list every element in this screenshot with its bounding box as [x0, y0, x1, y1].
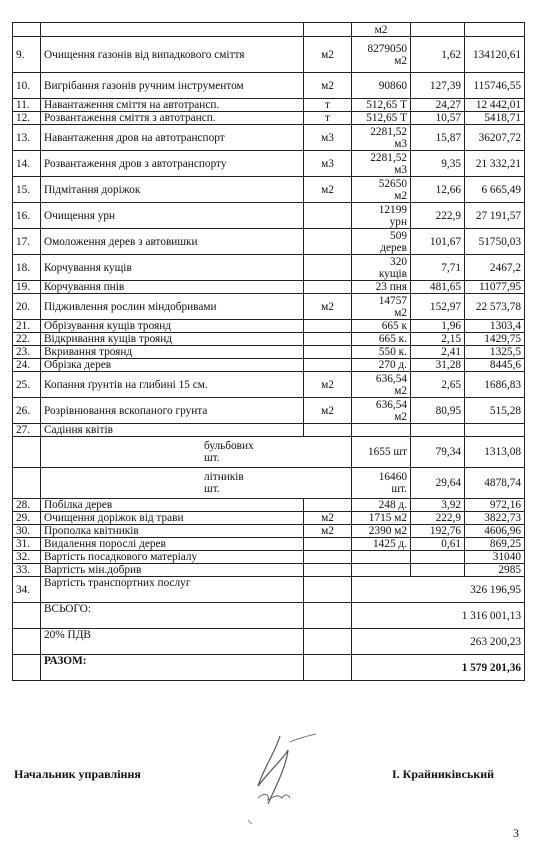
- unit-cell: [304, 499, 352, 512]
- price-cell: 12,66: [411, 177, 465, 203]
- sum-value: 1325,5: [489, 346, 521, 358]
- table-row: [13, 112, 525, 125]
- total-value: 326 196,95: [352, 577, 525, 603]
- table-row: [13, 99, 525, 112]
- row-number: [13, 629, 41, 655]
- unit-cell: м3: [304, 125, 352, 151]
- row-number-empty: [13, 468, 41, 499]
- price-cell: 152,97: [411, 294, 465, 320]
- table-row: [13, 398, 525, 424]
- sum-cell: [465, 99, 525, 112]
- sum-value: 11077,95: [479, 281, 521, 293]
- sum-value: 2985: [498, 564, 521, 576]
- sum-value: 5418,71: [484, 112, 521, 124]
- work-name: Розрівнювання вскопаного грунта: [41, 398, 304, 424]
- sum-cell: [465, 203, 525, 229]
- sum-value: 1303,4: [489, 320, 521, 332]
- sum-cell: 1313,08: [465, 437, 525, 468]
- work-name: Розвантаження сміття з автотрансп.: [41, 112, 304, 125]
- row-number: 31.: [13, 538, 41, 551]
- sum-cell: [465, 551, 525, 564]
- price-cell: 80,95: [411, 398, 465, 424]
- sum-value: 2467,2: [489, 261, 521, 274]
- price-cell: [411, 424, 465, 437]
- work-name: Омоложення дерев з автовишки: [41, 229, 304, 255]
- work-name: Садіння квітів: [41, 424, 304, 437]
- unit-cell: [304, 320, 352, 333]
- sum-value: 21 332,21: [475, 157, 521, 170]
- sum-cell: [465, 112, 525, 125]
- quantity-unit: урн: [389, 215, 407, 228]
- sum-value: 972,16: [489, 499, 521, 511]
- flower-type-unit: шт.: [204, 483, 220, 495]
- quantity-cell: [352, 346, 411, 359]
- row-number: 9.: [13, 37, 41, 73]
- work-name: Очищення урн: [41, 203, 304, 229]
- row-number-empty: [13, 437, 41, 468]
- price-cell: 10,57: [411, 112, 465, 125]
- row-number: 12.: [13, 112, 41, 125]
- quantity-cell: [352, 551, 411, 564]
- row-number: 23.: [13, 346, 41, 359]
- sum-cell: [465, 398, 525, 424]
- quantity-cell: [352, 398, 411, 424]
- quantity-unit: м3: [394, 163, 407, 176]
- quantity-cell: [352, 37, 411, 73]
- total-value: 1 579 201,36: [352, 655, 525, 681]
- quantity-unit: м2: [394, 54, 407, 67]
- works-table-body: [13, 23, 525, 681]
- work-name: Корчування пнів: [41, 281, 304, 294]
- sum-value-cont: 746,55: [489, 79, 521, 92]
- quantity-value: 52650: [378, 177, 407, 190]
- work-name: Розвантаження дров з автотранспорту: [41, 151, 304, 177]
- page-number: 3: [513, 826, 519, 840]
- unit-cell: м2: [304, 177, 352, 203]
- row-number: 33.: [13, 564, 41, 577]
- sum-value: 3822,73: [484, 512, 521, 524]
- quantity-cell: [352, 424, 411, 437]
- work-name: Відкривання кущів троянд: [41, 333, 304, 346]
- quantity-cell: [352, 372, 411, 398]
- price-cell: [411, 564, 465, 577]
- quantity-value: 1655 шт: [367, 446, 407, 458]
- row-number: 25.: [13, 372, 41, 398]
- quantity-cell: [352, 294, 411, 320]
- table-row: [13, 512, 525, 525]
- quantity-cell: [352, 468, 411, 499]
- row-number: 24.: [13, 359, 41, 372]
- row-number: 20.: [13, 294, 41, 320]
- row-number: 10.: [13, 73, 41, 99]
- table-row: [13, 203, 525, 229]
- sum-value: 22 573,78: [475, 300, 521, 313]
- sum-cell: [465, 294, 525, 320]
- row-number: 15.: [13, 177, 41, 203]
- work-name: Очищення газонів від випадкового сміття: [41, 37, 304, 73]
- quantity-value: 550 к.: [378, 346, 407, 358]
- work-name: Копання ґрунтів на глибині 15 см.: [41, 372, 304, 398]
- quantity-value: 16460: [378, 471, 407, 483]
- price-cell: 127,39: [411, 73, 465, 99]
- quantity-value: 665 к: [381, 320, 407, 332]
- sum-value: 8445,6: [489, 359, 521, 371]
- unit-cell: [304, 564, 352, 577]
- quantity-value: 320: [390, 255, 407, 268]
- table-row: [13, 125, 525, 151]
- total-label: ВСЬОГО:: [41, 603, 304, 629]
- quantity-cell: [352, 112, 411, 125]
- sum-value: 36207,72: [478, 131, 521, 144]
- position-title: Начальник управління: [14, 767, 141, 781]
- work-name: Підживлення рослин міндобривами: [41, 294, 304, 320]
- table-row: [13, 424, 525, 437]
- price-cell: 9,35: [411, 151, 465, 177]
- quantity-value: 270 д.: [378, 359, 407, 371]
- row-number: 18.: [13, 255, 41, 281]
- row-number: 13.: [13, 125, 41, 151]
- sum-cell: [465, 151, 525, 177]
- quantity-value: 2390 м2: [368, 525, 407, 537]
- quantity-value: 90860: [378, 79, 407, 92]
- work-name: Прополка квітників: [41, 525, 304, 538]
- table-row: [13, 333, 525, 346]
- quantity-value: 2281,52: [370, 125, 407, 138]
- unit-cell: [304, 538, 352, 551]
- unit-cell: м2: [304, 372, 352, 398]
- quantity-value: 1425 д.: [373, 538, 407, 550]
- quantity-cell: [352, 151, 411, 177]
- sum-value: 1686,83: [484, 378, 521, 391]
- price-cell: 1,62: [411, 37, 465, 73]
- total-value: 263 200,23: [352, 629, 525, 655]
- sum-value: 4606,96: [484, 525, 521, 537]
- works-table: [12, 22, 525, 681]
- sum-value: 134: [472, 48, 490, 61]
- table-row: [13, 320, 525, 333]
- sum-value: 6 665,49: [481, 183, 521, 196]
- row-number: 28.: [13, 499, 41, 512]
- unit-cell: т: [304, 112, 352, 125]
- sum-cell: [465, 564, 525, 577]
- work-name: Видалення порослі дерев: [41, 538, 304, 551]
- price-cell: 15,87: [411, 125, 465, 151]
- sum-cell: [465, 525, 525, 538]
- unit-cell-empty: [304, 629, 352, 655]
- price-cell: 7,71: [411, 255, 465, 281]
- sum-cell: [465, 229, 525, 255]
- price-cell: 1,96: [411, 320, 465, 333]
- table-row: [13, 525, 525, 538]
- unit-cell-empty: [304, 577, 352, 603]
- quantity-unit: м2: [394, 189, 407, 202]
- quantity-value: 8279050: [367, 42, 407, 55]
- table-row: [13, 538, 525, 551]
- unit-cell: м2: [304, 73, 352, 99]
- quantity-value: 636,54: [375, 372, 407, 385]
- sum-cell: [465, 538, 525, 551]
- work-name: Очищення доріжок від трави: [41, 512, 304, 525]
- quantity-value: 23 пня: [375, 281, 407, 293]
- table-row: [13, 73, 525, 99]
- sum-cell: 4878,74: [465, 468, 525, 499]
- quantity-value: 512,65 Т: [366, 99, 407, 111]
- flower-type-label: бульбових: [204, 440, 254, 452]
- sum-value: 869,25: [489, 538, 521, 550]
- work-name: Навантаження дров на автотранспорт: [41, 125, 304, 151]
- total-value: 1 316 001,13: [352, 603, 525, 629]
- quantity-cell: [352, 359, 411, 372]
- price-cell: 79,34: [411, 437, 465, 468]
- quantity-cell: [352, 538, 411, 551]
- unit-cell: [304, 333, 352, 346]
- table-row: [13, 37, 525, 73]
- table-row: [13, 346, 525, 359]
- unit-cell: [304, 551, 352, 564]
- sum-cell: [465, 281, 525, 294]
- sum-value-cont: 120,61: [489, 48, 521, 61]
- table-row: [13, 229, 525, 255]
- table-row: [13, 564, 525, 577]
- quantity-value: 248 д.: [378, 499, 407, 511]
- work-name: Вигрібання газонів ручним інструментом: [41, 73, 304, 99]
- quantity-cell: [352, 229, 411, 255]
- work-name: Підмітання доріжок: [41, 177, 304, 203]
- unit-cell: м3: [304, 151, 352, 177]
- sum-cell: [465, 320, 525, 333]
- quantity-cell: [352, 177, 411, 203]
- table-row: [13, 359, 525, 372]
- flower-type: [41, 468, 352, 499]
- quantity-cell: [352, 281, 411, 294]
- quantity-unit: м2: [394, 384, 407, 397]
- handwritten-signature: [228, 728, 348, 828]
- table-row: [13, 177, 525, 203]
- sum-value: 1429,75: [484, 333, 521, 345]
- unit-cell: м2: [304, 512, 352, 525]
- price-cell: 101,67: [411, 229, 465, 255]
- price-cell: 24,27: [411, 99, 465, 112]
- total-row: [13, 655, 525, 681]
- quantity-cell: [352, 73, 411, 99]
- unit-cell: м2: [304, 525, 352, 538]
- top-unit-cell: м2: [352, 23, 411, 37]
- row-number: [13, 655, 41, 681]
- sum-value: 27 191,57: [475, 209, 521, 222]
- table-row: [13, 551, 525, 564]
- unit-cell-empty: [304, 603, 352, 629]
- row-number: 30.: [13, 525, 41, 538]
- quantity-cell: [352, 437, 411, 468]
- total-row: [13, 629, 525, 655]
- quantity-value: 509: [390, 229, 407, 242]
- total-row: [13, 577, 525, 603]
- row-number: 26.: [13, 398, 41, 424]
- quantity-cell: [352, 333, 411, 346]
- sum-value: 115: [473, 79, 490, 92]
- sum-value: 515,28: [489, 404, 521, 417]
- sum-cell: [465, 125, 525, 151]
- sum-cell: [465, 424, 525, 437]
- total-label: РАЗОМ:: [41, 655, 304, 681]
- price-cell: 481,65: [411, 281, 465, 294]
- unit-cell: м2: [304, 37, 352, 73]
- quantity-cell: [352, 125, 411, 151]
- table-row: [13, 255, 525, 281]
- signatory-name: І. Крайниківський: [392, 767, 495, 781]
- price-cell: 29,64: [411, 468, 465, 499]
- sum-cell: [465, 359, 525, 372]
- work-name: Корчування кущів: [41, 255, 304, 281]
- quantity-unit: м2: [394, 410, 407, 423]
- price-cell: 2,65: [411, 372, 465, 398]
- flower-type: [41, 437, 352, 468]
- price-cell: 2,41: [411, 346, 465, 359]
- work-name: Обрізування кущів троянд: [41, 320, 304, 333]
- flower-type-label: літників: [204, 471, 244, 483]
- table-row: [13, 294, 525, 320]
- row-number: 16.: [13, 203, 41, 229]
- quantity-cell: [352, 255, 411, 281]
- price-cell: 222,9: [411, 512, 465, 525]
- row-number: 29.: [13, 512, 41, 525]
- table-row-sub: [13, 468, 525, 499]
- quantity-cell: [352, 320, 411, 333]
- sum-cell: [465, 512, 525, 525]
- quantity-value: 665 к.: [378, 333, 407, 345]
- total-label: Вартість транспортних послуг: [41, 577, 304, 603]
- sum-cell: [465, 333, 525, 346]
- quantity-cell: [352, 203, 411, 229]
- quantity-value: 12199: [378, 203, 407, 216]
- table-row: [13, 281, 525, 294]
- quantity-unit: м2: [394, 306, 407, 319]
- work-name: Вартість посадкового матеріалу: [41, 551, 304, 564]
- unit-cell: [304, 281, 352, 294]
- table-row: [13, 23, 525, 37]
- row-number: [13, 603, 41, 629]
- table-row: [13, 499, 525, 512]
- sum-value: 31040: [492, 551, 521, 563]
- unit-cell: [304, 359, 352, 372]
- quantity-value: 636,54: [375, 398, 407, 411]
- sum-cell: [465, 73, 525, 99]
- row-number: 27.: [13, 424, 41, 437]
- work-name: Обрізка дерев: [41, 359, 304, 372]
- unit-cell: [304, 229, 352, 255]
- unit-cell: [304, 346, 352, 359]
- sum-value: 12 442,01: [475, 99, 521, 111]
- unit-cell: [304, 255, 352, 281]
- quantity-unit: дерев: [380, 241, 407, 254]
- row-number: 22.: [13, 333, 41, 346]
- sum-cell: [465, 37, 525, 73]
- row-number: 21.: [13, 320, 41, 333]
- unit-cell: м2: [304, 294, 352, 320]
- quantity-value: 512,65 Т: [366, 112, 407, 124]
- row-number: 32.: [13, 551, 41, 564]
- quantity-unit: шт.: [391, 483, 407, 495]
- unit-cell-empty: [304, 655, 352, 681]
- price-cell: 3,92: [411, 499, 465, 512]
- row-number: 17.: [13, 229, 41, 255]
- price-cell: 222,9: [411, 203, 465, 229]
- unit-cell: [304, 203, 352, 229]
- sum-cell: [465, 372, 525, 398]
- row-number: 34.: [13, 577, 41, 603]
- work-name: Побілка дерев: [41, 499, 304, 512]
- quantity-cell: [352, 525, 411, 538]
- quantity-unit: м3: [394, 137, 407, 150]
- quantity-value: 1715 м2: [368, 512, 407, 524]
- table-row: [13, 151, 525, 177]
- price-cell: 31,28: [411, 359, 465, 372]
- row-number: 11.: [13, 99, 41, 112]
- work-name: Вкривання троянд: [41, 346, 304, 359]
- quantity-value: 14757: [378, 294, 407, 307]
- row-number: 19.: [13, 281, 41, 294]
- price-cell: 192,76: [411, 525, 465, 538]
- quantity-value: 2281,52: [370, 151, 407, 164]
- total-row: [13, 603, 525, 629]
- sum-cell: [465, 177, 525, 203]
- table-row: [13, 372, 525, 398]
- price-cell: 2,15: [411, 333, 465, 346]
- quantity-cell: [352, 564, 411, 577]
- price-cell: [411, 551, 465, 564]
- quantity-unit: кущів: [378, 267, 407, 280]
- unit-cell: т: [304, 99, 352, 112]
- sum-value: 51750,03: [478, 235, 521, 248]
- unit-cell: м2: [304, 398, 352, 424]
- row-number: 14.: [13, 151, 41, 177]
- table-row-sub: [13, 437, 525, 468]
- total-label: 20% ПДВ: [41, 629, 304, 655]
- flower-type-unit: шт.: [204, 452, 220, 464]
- price-cell: 0,61: [411, 538, 465, 551]
- sum-cell: [465, 346, 525, 359]
- work-name: Вартість мін.добрив: [41, 564, 304, 577]
- sum-cell: [465, 499, 525, 512]
- quantity-cell: [352, 499, 411, 512]
- sum-cell: [465, 255, 525, 281]
- quantity-cell: [352, 99, 411, 112]
- unit-cell: [304, 424, 352, 437]
- quantity-cell: [352, 512, 411, 525]
- work-name: Навантаження сміття на автотрансп.: [41, 99, 304, 112]
